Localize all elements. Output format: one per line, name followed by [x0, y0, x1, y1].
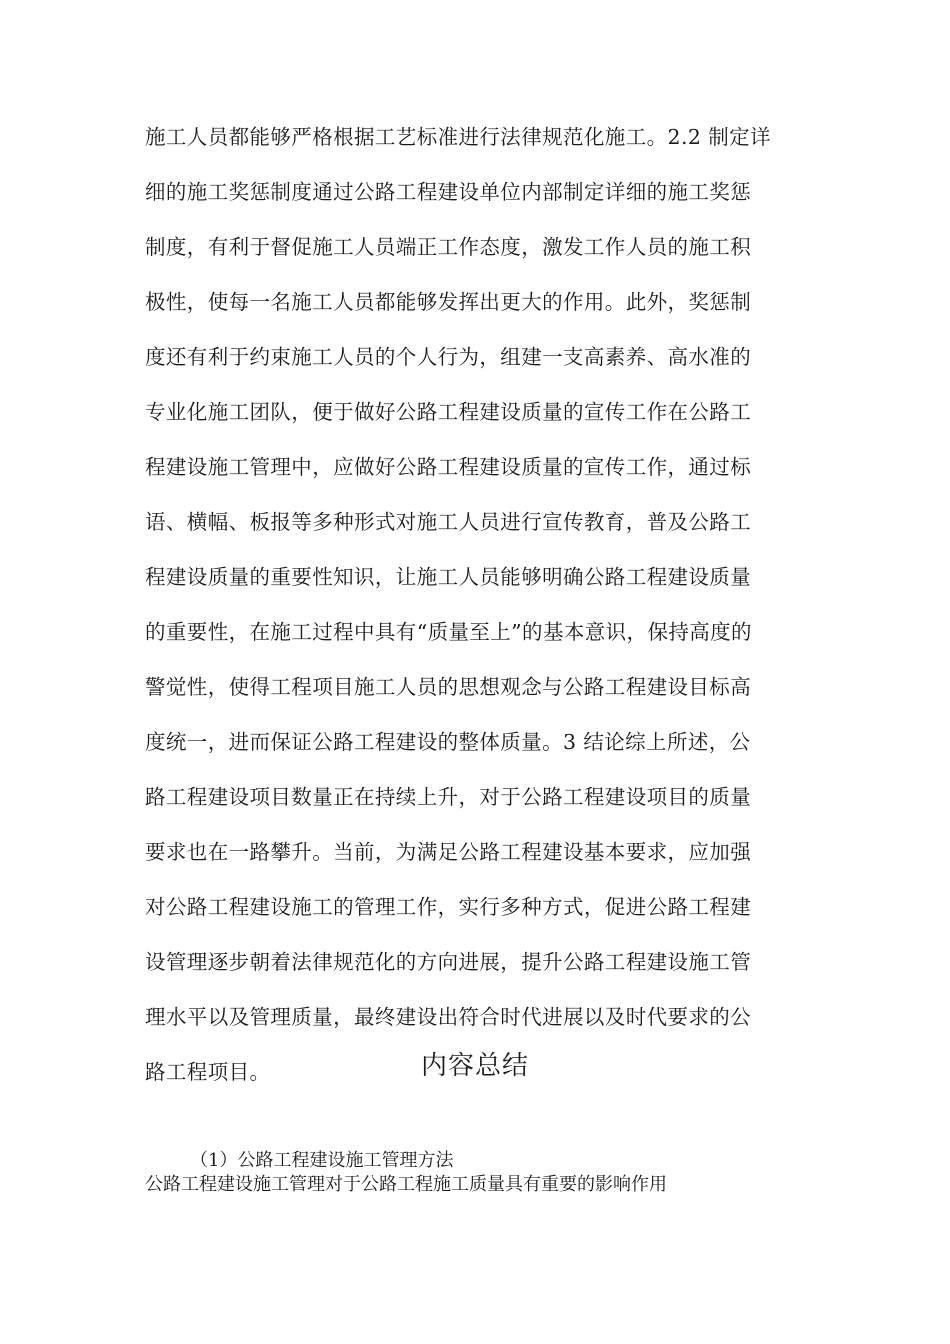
text-line: 度统一，进而保证公路工程建设的整体质量。3 结论综上所述，公 [145, 730, 751, 754]
text-line: 的重要性，在施工过程中具有“质量至上”的基本意识，保持高度的 [145, 620, 752, 644]
text-line: 极性，使每一名施工人员都能够发挥出更大的作用。此外，奖惩制 [145, 290, 752, 314]
text-line: 施工人员都能够严格根据工艺标准进行法律规范化施工。2.2 制定详 [145, 125, 771, 149]
text-line: 细的施工奖惩制度通过公路工程建设单位内部制定详细的施工奖惩 [145, 180, 752, 204]
summary-heading: 内容总结 [420, 1051, 529, 1081]
text-line: 要求也在一路攀升。当前，为满足公路工程建设基本要求，应加强 [145, 840, 752, 864]
summary-subheading: （1）公路工程建设施工管理方法 [190, 1150, 454, 1171]
summary-text: 公路工程建设施工管理对于公路工程施工质量具有重要的影响作用 [145, 1174, 667, 1195]
text-line: 专业化施工团队，便于做好公路工程建设质量的宣传工作在公路工 [145, 400, 752, 424]
text-line: 程建设质量的重要性知识，让施工人员能够明确公路工程建设质量 [145, 565, 752, 589]
text-line: 对公路工程建设施工的管理工作，实行多种方式，促进公路工程建 [145, 895, 752, 919]
text-line: 理水平以及管理质量，最终建设出符合时代进展以及时代要求的公 [145, 1005, 752, 1029]
body-paragraph [145, 110, 805, 1100]
text-line: 语、横幅、板报等多种形式对施工人员进行宣传教育，普及公路工 [145, 510, 752, 534]
text-line: 度还有利于约束施工人员的个人行为，组建一支高素养、高水准的 [145, 345, 752, 369]
text-line: 路工程项目。 [145, 1060, 271, 1084]
text-line: 设管理逐步朝着法律规范化的方向进展，提升公路工程建设施工管 [145, 950, 752, 974]
text-line: 路工程建设项目数量正在持续上升，对于公路工程建设项目的质量 [145, 785, 752, 809]
text-line: 制度，有利于督促施工人员端正工作态度，激发工作人员的施工积 [145, 235, 752, 259]
text-line: 警觉性，使得工程项目施工人员的思想观念与公路工程建设目标高 [145, 675, 752, 699]
text-line: 程建设施工管理中，应做好公路工程建设质量的宣传工作，通过标 [145, 455, 752, 479]
